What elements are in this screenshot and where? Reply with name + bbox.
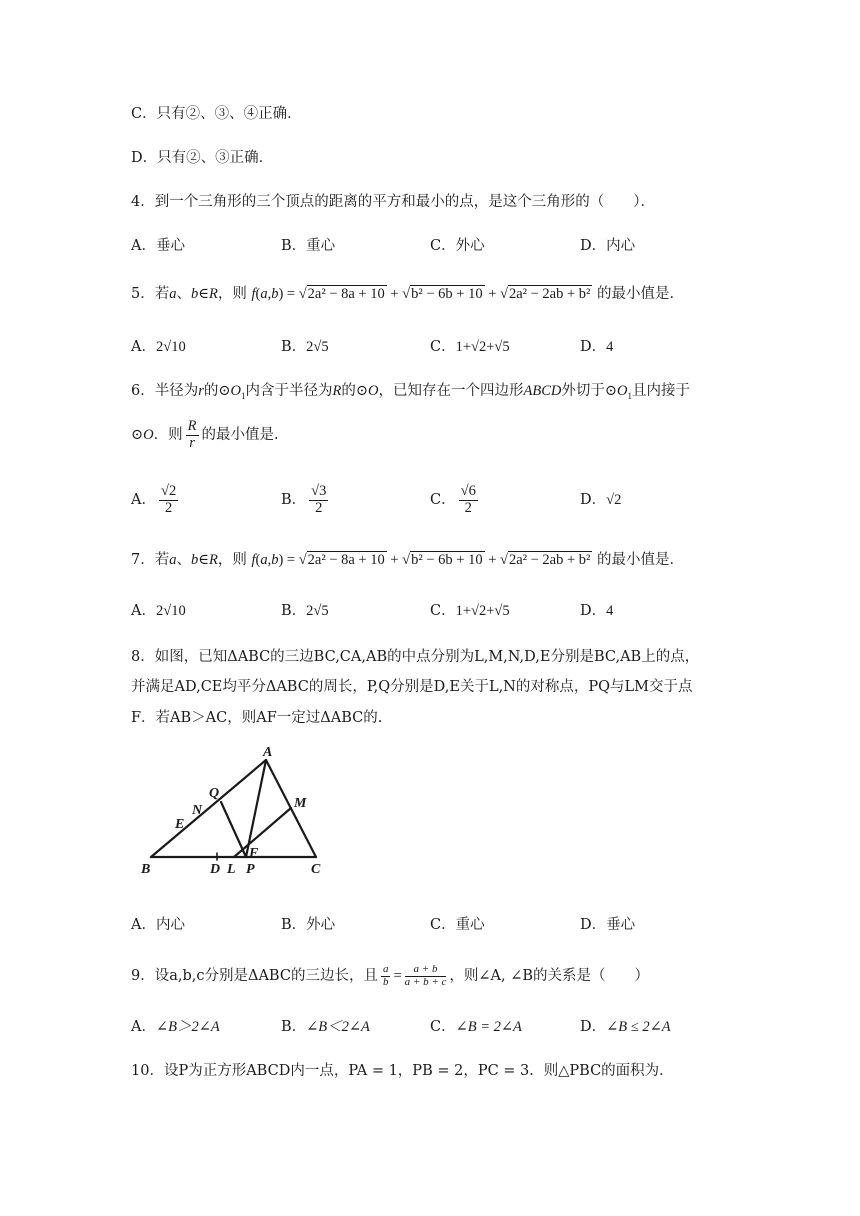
label-d: D bbox=[210, 862, 221, 877]
q4-option-b: B．重心 bbox=[281, 238, 336, 254]
q5-number: 5．若 bbox=[131, 286, 170, 302]
q5-options bbox=[131, 336, 771, 358]
q6-option-b: B． $\frac{√3}{2}$ bbox=[281, 483, 327, 516]
segment-lm bbox=[234, 808, 291, 857]
q8-stem-line3: F．若AB＞AC，则AF一定过ΔABC的. bbox=[131, 710, 383, 726]
label-f: F bbox=[249, 846, 259, 861]
q5-f: f bbox=[251, 286, 256, 302]
q9-frac-a-b: $\frac{a}{b}$ bbox=[382, 962, 389, 988]
q5-radicand-3: 2a² − 2ab + b² bbox=[508, 286, 591, 302]
q6-fraction: $\frac{R}{r}$ bbox=[187, 418, 197, 451]
q5-option-a: A．2√10 bbox=[131, 339, 186, 355]
q5-radicand-2: b² − 6b + 10 bbox=[411, 286, 483, 302]
q6-stem-line1: 6．半径为r的$⊙O_1$内含于半径为R的⊙O，已知存在一个四边形ABCD外切于$⊙O_1$且内接于 bbox=[131, 383, 691, 401]
q4-option-c: C．外心 bbox=[430, 238, 485, 254]
q3-option-d: D．只有②、③正确． bbox=[131, 150, 274, 166]
label-l: L bbox=[227, 862, 236, 877]
q9-option-d: D．∠B ≤ 2∠A bbox=[580, 1019, 671, 1035]
q6-stem-line2: ⊙O．则 $\frac{R}{r}$ 的最小值是. bbox=[131, 418, 279, 451]
q6-option-d: D．√2 bbox=[580, 492, 622, 508]
label-m: M bbox=[294, 796, 307, 811]
q9-option-a: A．∠B＞2∠A bbox=[131, 1019, 220, 1035]
q8-triangle-figure bbox=[136, 745, 336, 881]
q10-stem: 10．设P为正方形ABCD内一点，PA = 1，PB = 2，PC = 3．则△PBC的面积为． bbox=[131, 1063, 674, 1079]
label-n: N bbox=[192, 803, 203, 818]
q7-option-b: B．2√5 bbox=[281, 603, 329, 619]
q9-option-b: B．∠B＜2∠A bbox=[281, 1019, 370, 1035]
q4-options bbox=[131, 235, 771, 257]
q7-stem: 7．若a、b∈R，则 f(a,b) = √2a² − 8a + 10 + √b² − 6b + 10 + √2a² − 2ab + b² 的最小值是． bbox=[131, 552, 684, 568]
q5-option-c: C．1+√2+√5 bbox=[430, 339, 510, 355]
q7-option-d: D．4 bbox=[580, 603, 614, 619]
q8-option-d: D．垂心 bbox=[580, 917, 636, 933]
q8-option-a: A．内心 bbox=[131, 917, 185, 933]
q6-option-a: A． $\frac{√2}{2}$ bbox=[131, 483, 177, 516]
label-q: Q bbox=[209, 786, 220, 801]
q5-radicand-1: 2a² − 8a + 10 bbox=[307, 286, 385, 302]
label-c: C bbox=[311, 862, 321, 877]
q9-frac-sum: $\frac{a + b}{a + b + c}$ bbox=[404, 962, 447, 988]
q4-stem: 4．到一个三角形的三个顶点的距离的平方和最小的点，是这个三角形的（ ）． bbox=[131, 194, 655, 210]
q5-b-in-r: b∈R bbox=[190, 286, 218, 302]
q5-sep: 、 bbox=[176, 286, 191, 302]
label-e: E bbox=[175, 817, 185, 832]
q9-option-c: C．∠B = 2∠A bbox=[430, 1019, 522, 1035]
q7-option-a: A．2√10 bbox=[131, 603, 186, 619]
label-a: A bbox=[263, 745, 273, 760]
q8-option-c: C．重心 bbox=[430, 917, 485, 933]
q5-option-d: D．4 bbox=[580, 339, 614, 355]
q6-option-c: C． $\frac{√6}{2}$ bbox=[430, 483, 476, 516]
label-b: B bbox=[141, 862, 151, 877]
q9-options bbox=[131, 1016, 771, 1038]
q4-option-d: D．内心 bbox=[580, 238, 636, 254]
q5-var-a: a bbox=[169, 286, 177, 302]
q5-stem: 5．若a、b∈R，则 f(a,b) = √2a² − 8a + 10 + √b² − 6b + 10 + √2a² − 2ab + b² 的最小值是． bbox=[131, 286, 684, 302]
q5-option-b: B．2√5 bbox=[281, 339, 329, 355]
q4-option-a: A．垂心 bbox=[131, 238, 185, 254]
q6-options bbox=[131, 480, 771, 520]
q8-option-b: B．外心 bbox=[281, 917, 336, 933]
q7-options bbox=[131, 600, 771, 622]
q9-stem: 9．设a,b,c分别是ΔABC的三边长，且 $\frac{a}{b}$ = $\frac{a + b}{a + b + c}$ ，则∠A, ∠B的关系是（ ） bbox=[131, 962, 650, 988]
q8-stem-line1: 8．如图，已知ΔABC的三边BC,CA,AB的中点分别为L,M,N,D,E分别是BC,AB上的点， bbox=[131, 649, 700, 665]
q3-option-c: C．只有②、③、④正确． bbox=[131, 106, 302, 122]
q7-option-c: C．1+√2+√5 bbox=[430, 603, 510, 619]
q8-stem-line2: 并满足AD,CE均平分ΔABC的周长，P,Q分别是D,E关于L,N的对称点，PQ与LM交于点 bbox=[131, 679, 693, 695]
label-p: P bbox=[246, 862, 255, 877]
q5-ze: ，则 bbox=[217, 286, 247, 302]
q5-tail: 的最小值是． bbox=[597, 286, 684, 302]
q8-options bbox=[131, 914, 771, 936]
